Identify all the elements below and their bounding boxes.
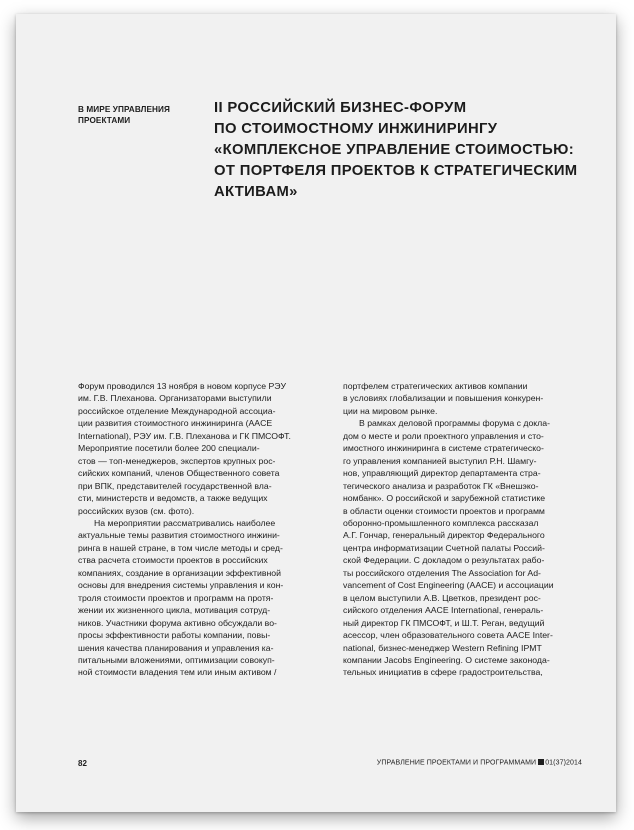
body-text-line: российское отделение Международной ассоциа- (78, 405, 276, 416)
body-text-line: нов, управляющий директор департамента стра- (343, 468, 541, 479)
body-text-line: ты российского отделения The Association for Ad- (343, 567, 541, 578)
body-text-line: ринга в нашей стране, в том числе методы и сред- (78, 542, 283, 553)
body-text-line: сийского отделения AACE International, генераль- (343, 605, 544, 616)
body-text-line: стов — топ-менеджеров, экспертов крупных рос- (78, 455, 276, 466)
body-text-line: асессор, член образовательного совета AACE Inter- (343, 630, 553, 641)
section-label-line: В МИРЕ УПРАВЛЕНИЯ (78, 105, 171, 114)
body-text-line: портфелем стратегических активов компании (343, 381, 528, 391)
body-text-line: ской Федерации. С докладом о результатах рабо- (343, 555, 545, 566)
body-text-line: сти, министерств и ведомств, а также ведущих (78, 493, 268, 504)
body-text-line: просы эффективности работы компании, повы- (78, 630, 271, 641)
body-text-line: го управления компанией выступил Р.Н. Шамгу- (343, 455, 537, 466)
body-text-line: тельных инициатив в сфере градостроительства, (343, 667, 543, 678)
running-footer (377, 759, 582, 767)
title-line: ПО СТОИМОСТНОМУ ИНЖИНИРИНГУ (214, 121, 498, 137)
section-label (78, 104, 208, 126)
body-text-line: в целом выступили А.В. Цветков, президент рос- (343, 592, 541, 603)
body-text-line: компании Jacobs Engineering. О системе законода- (343, 654, 550, 665)
issue-number: 01(37)2014 (545, 759, 582, 767)
article-title (214, 98, 609, 203)
body-text-line: Мероприятие посетили более 200 специали- (78, 443, 260, 454)
body-text-line: компаниях, создание в организации эффективной (78, 567, 281, 578)
body-column-left (78, 380, 322, 679)
body-text-line: при ВПК, представителей государственной вла- (78, 480, 272, 491)
body-text-line: ства расчета стоимости проектов в российских (78, 555, 268, 566)
journal-name: УПРАВЛЕНИЕ ПРОЕКТАМИ И ПРОГРАММАМИ (376, 759, 537, 767)
body-text-line: тегического анализа и разработок ГК «Внешэко- (343, 480, 539, 491)
body-text-line: ции развития стоимостного инжиниринга (AACE (78, 418, 273, 429)
body-text-line: российских вузов (см. фото). (78, 505, 195, 516)
body-text-line: В рамках деловой программы форума с докла- (359, 418, 550, 429)
body-text-line: основы для внедрения системы управления и кон- (78, 580, 284, 591)
body-text-line: сийских компаний, членов Общественного совета (78, 468, 280, 479)
body-text-line: ный директор ГК ПМСОФТ, и Ш.Т. Реган, ведущий (343, 617, 545, 628)
body-text-line: им. Г.В. Плеханова. Организаторами выступили (78, 393, 272, 404)
body-text-line: имостного инжиниринга в системе стратегическо- (343, 443, 544, 454)
body-text-line: дом о месте и роли проектного управления и сто- (343, 430, 544, 441)
body-text-line: На мероприятии рассматривались наиболее (94, 517, 276, 528)
body-text-line: national, бизнес-менеджер Western Refining IPMT (343, 642, 542, 653)
body-text-line: International), РЭУ им. Г.В. Плеханова и ГК ПМСОФТ. (78, 430, 291, 441)
title-line: АКТИВАМ» (214, 184, 298, 200)
title-line: II РОССИЙСКИЙ БИЗНЕС-ФОРУМ (214, 100, 467, 116)
body-text-line: ников. Участники форума активно обсуждали во- (78, 617, 277, 628)
body-text-line: А.Г. Гончар, генеральный директор Федерального (343, 530, 545, 541)
body-text-line: в условиях глобализации и повышения конкурен- (343, 393, 544, 404)
body-text-line: центра информатизации Счетной палаты Россий- (343, 542, 545, 553)
body-text-line: шения качества планирования и управления ка- (78, 642, 274, 653)
body-text-line: в области оценки стоимости проектов и программ (343, 505, 545, 516)
section-label-line: ПРОЕКТАМИ (78, 116, 131, 125)
body-text-line: ции на мировом рынке. (343, 405, 438, 416)
body-text-line: Форум проводился 13 ноября в новом корпусе РЭУ (78, 381, 287, 391)
title-line: «КОМПЛЕКСНОЕ УПРАВЛЕНИЕ СТОИМОСТЬЮ: (214, 142, 575, 158)
body-text-line: vancement of Cost Engineering (AACE) и ассоциации (343, 580, 554, 591)
body-text-line: питальными вложениями, оптимизации совокуп- (78, 654, 275, 665)
body-text-line: жении их жизненного цикла, мотивация сотруд- (78, 605, 271, 616)
title-line: ОТ ПОРТФЕЛЯ ПРОЕКТОВ К СТРАТЕГИЧЕСКИМ (214, 163, 578, 179)
magazine-page (16, 14, 616, 812)
body-text-line: номбанк». О российской и зарубежной статистике (343, 493, 546, 504)
body-text-line: ной стоимости владения тем или иным активом / (78, 667, 277, 678)
page-number: 82 (78, 759, 87, 768)
body-text-line: троля стоимости проектов и программ на протя- (78, 592, 274, 603)
body-text-line: актуальные темы развития стоимостного инжини- (78, 530, 280, 541)
separator-square-icon (538, 759, 544, 765)
body-text-line: оборонно-промышленного комплекса рассказал (343, 517, 539, 528)
body-column-right (343, 380, 587, 679)
